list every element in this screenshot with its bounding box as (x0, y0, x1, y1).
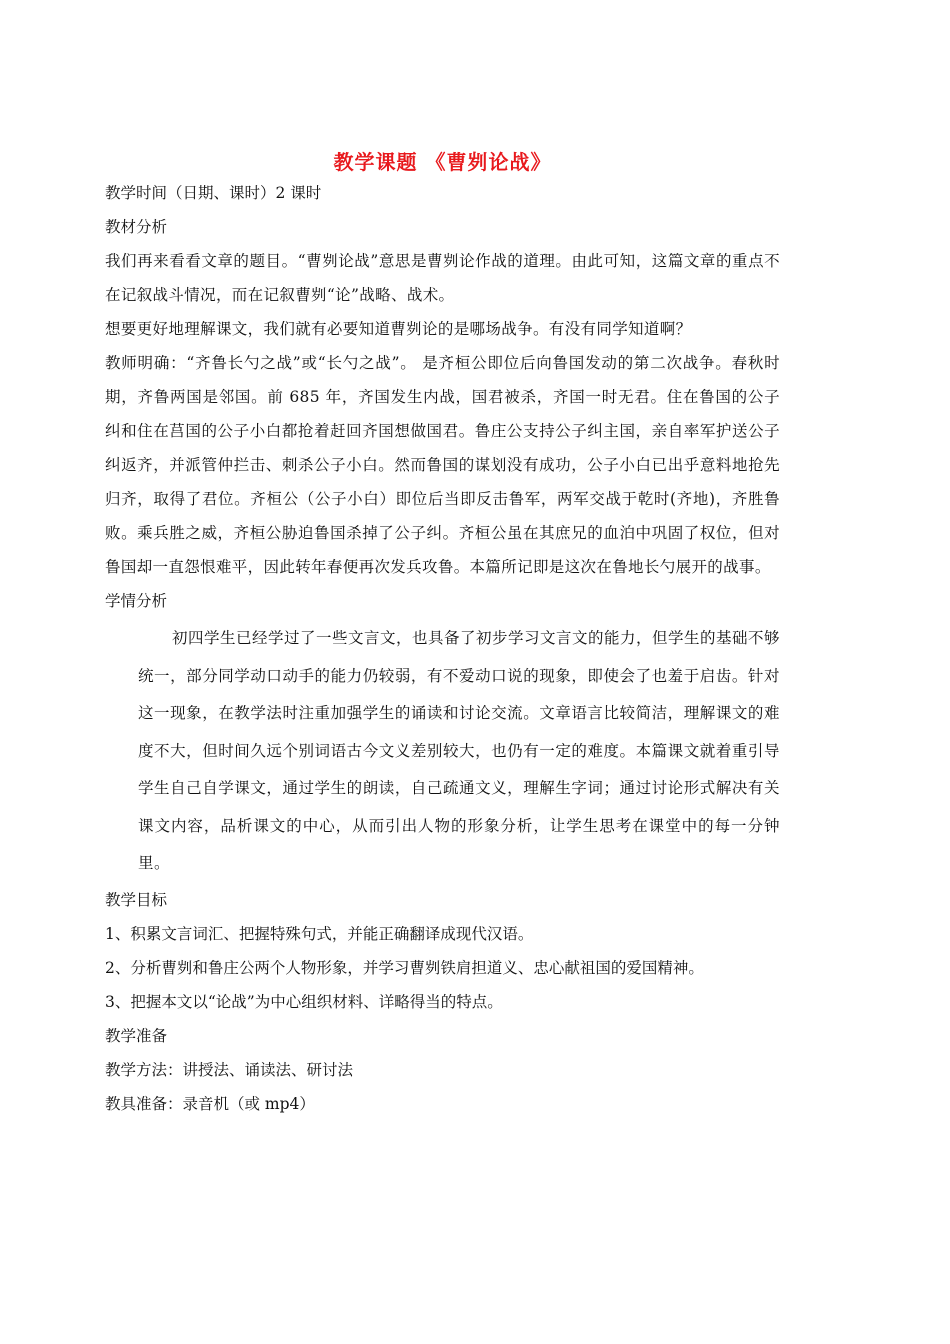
preparation-heading: 教学准备 (105, 1026, 168, 1045)
textbook-analysis-heading: 教材分析 (105, 218, 168, 236)
teaching-methods: 教学方法：讲授法、诵读法、研讨法 (105, 1060, 354, 1079)
goal-item: 2、分析曹刿和鲁庄公两个人物形象，并学习曹刿铁肩担道义、忠心献祖国的爱国精神。 (105, 958, 704, 977)
goal-item: 3、把握本文以“论战”为中心组织材料、详略得当的特点。 (105, 992, 503, 1011)
teaching-tools: 教具准备：录音机（或 mp4） (105, 1094, 315, 1113)
document-page (105, 148, 780, 1121)
student-analysis-paragraph: 初四学生已经学过了一些文言文，也具备了初步学习文言文的能力，但学生的基础不够统一，部分同学动口动手的能力仍较弱，有不爱动口说的现象，即使会了也羞于启齿。针对这一现象，在教学法时注重加强学生的诵读和讨论交流。文章语言比较简洁，理解课文的难度不大，但时间久远个别词语古今文义差别较大，也仍有一定的难度。本篇课文就着重引导学生自己自学课文，通过学生的朗读，自己疏通文义，理解生字词；通过讨论形式解决有关课文内容，品析课文的中心，从而引出人物的形象分析，让学生思考在课堂中的每一分钟里。 (138, 629, 781, 872)
textbook-analysis-paragraph-3: 教师明确：“齐鲁长勺之战”或“长勺之战”。 是齐桓公即位后向鲁国发动的第二次战争。春秋时期，齐鲁两国是邻国。前 685 年，齐国发生内战，国君被杀，齐国一时无君。住在鲁国的公子纠和住在莒国的公子小白都抢着赶回齐国想做国君。鲁庄公支持公子纠主国，亲自率军护送公子纠返齐，并派管仲拦击、刺杀公子小白。然而鲁国的谋划没有成功，公子小白已出乎意料地抢先归齐，取得了君位。齐桓公（公子小白）即位后当即反击鲁军，两军交战于乾时(齐地)，齐胜鲁败。乘兵胜之威，齐桓公胁迫鲁国杀掉了公子纠。齐桓公虽在其庶兄的血泊中巩固了权位，但对鲁国却一直怨恨难平，因此转年春便再次发兵攻鲁。本篇所记即是这次在鲁地长勺展开的战事。 (105, 354, 780, 576)
student-analysis-heading: 学情分析 (105, 592, 168, 610)
goals-heading: 教学目标 (105, 890, 168, 909)
textbook-analysis-paragraph-2: 想要更好地理解课文，我们就有必要知道曹刿论的是哪场战争。有没有同学知道啊？ (105, 320, 692, 338)
textbook-analysis-paragraph-1: 我们再来看看文章的题目。“曹刿论战”意思是曹刿论作战的道理。由此可知，这篇文章的重点不在记叙战斗情况，而在记叙曹刿“论”战略、战术。 (105, 252, 780, 304)
goal-item: 1、积累文言词汇、把握特殊句式，并能正确翻译成现代汉语。 (105, 924, 534, 943)
teaching-time: 教学时间（日期、课时）2 课时 (105, 184, 322, 202)
document-title: 教学课题 《曹刿论战》 (333, 150, 552, 174)
